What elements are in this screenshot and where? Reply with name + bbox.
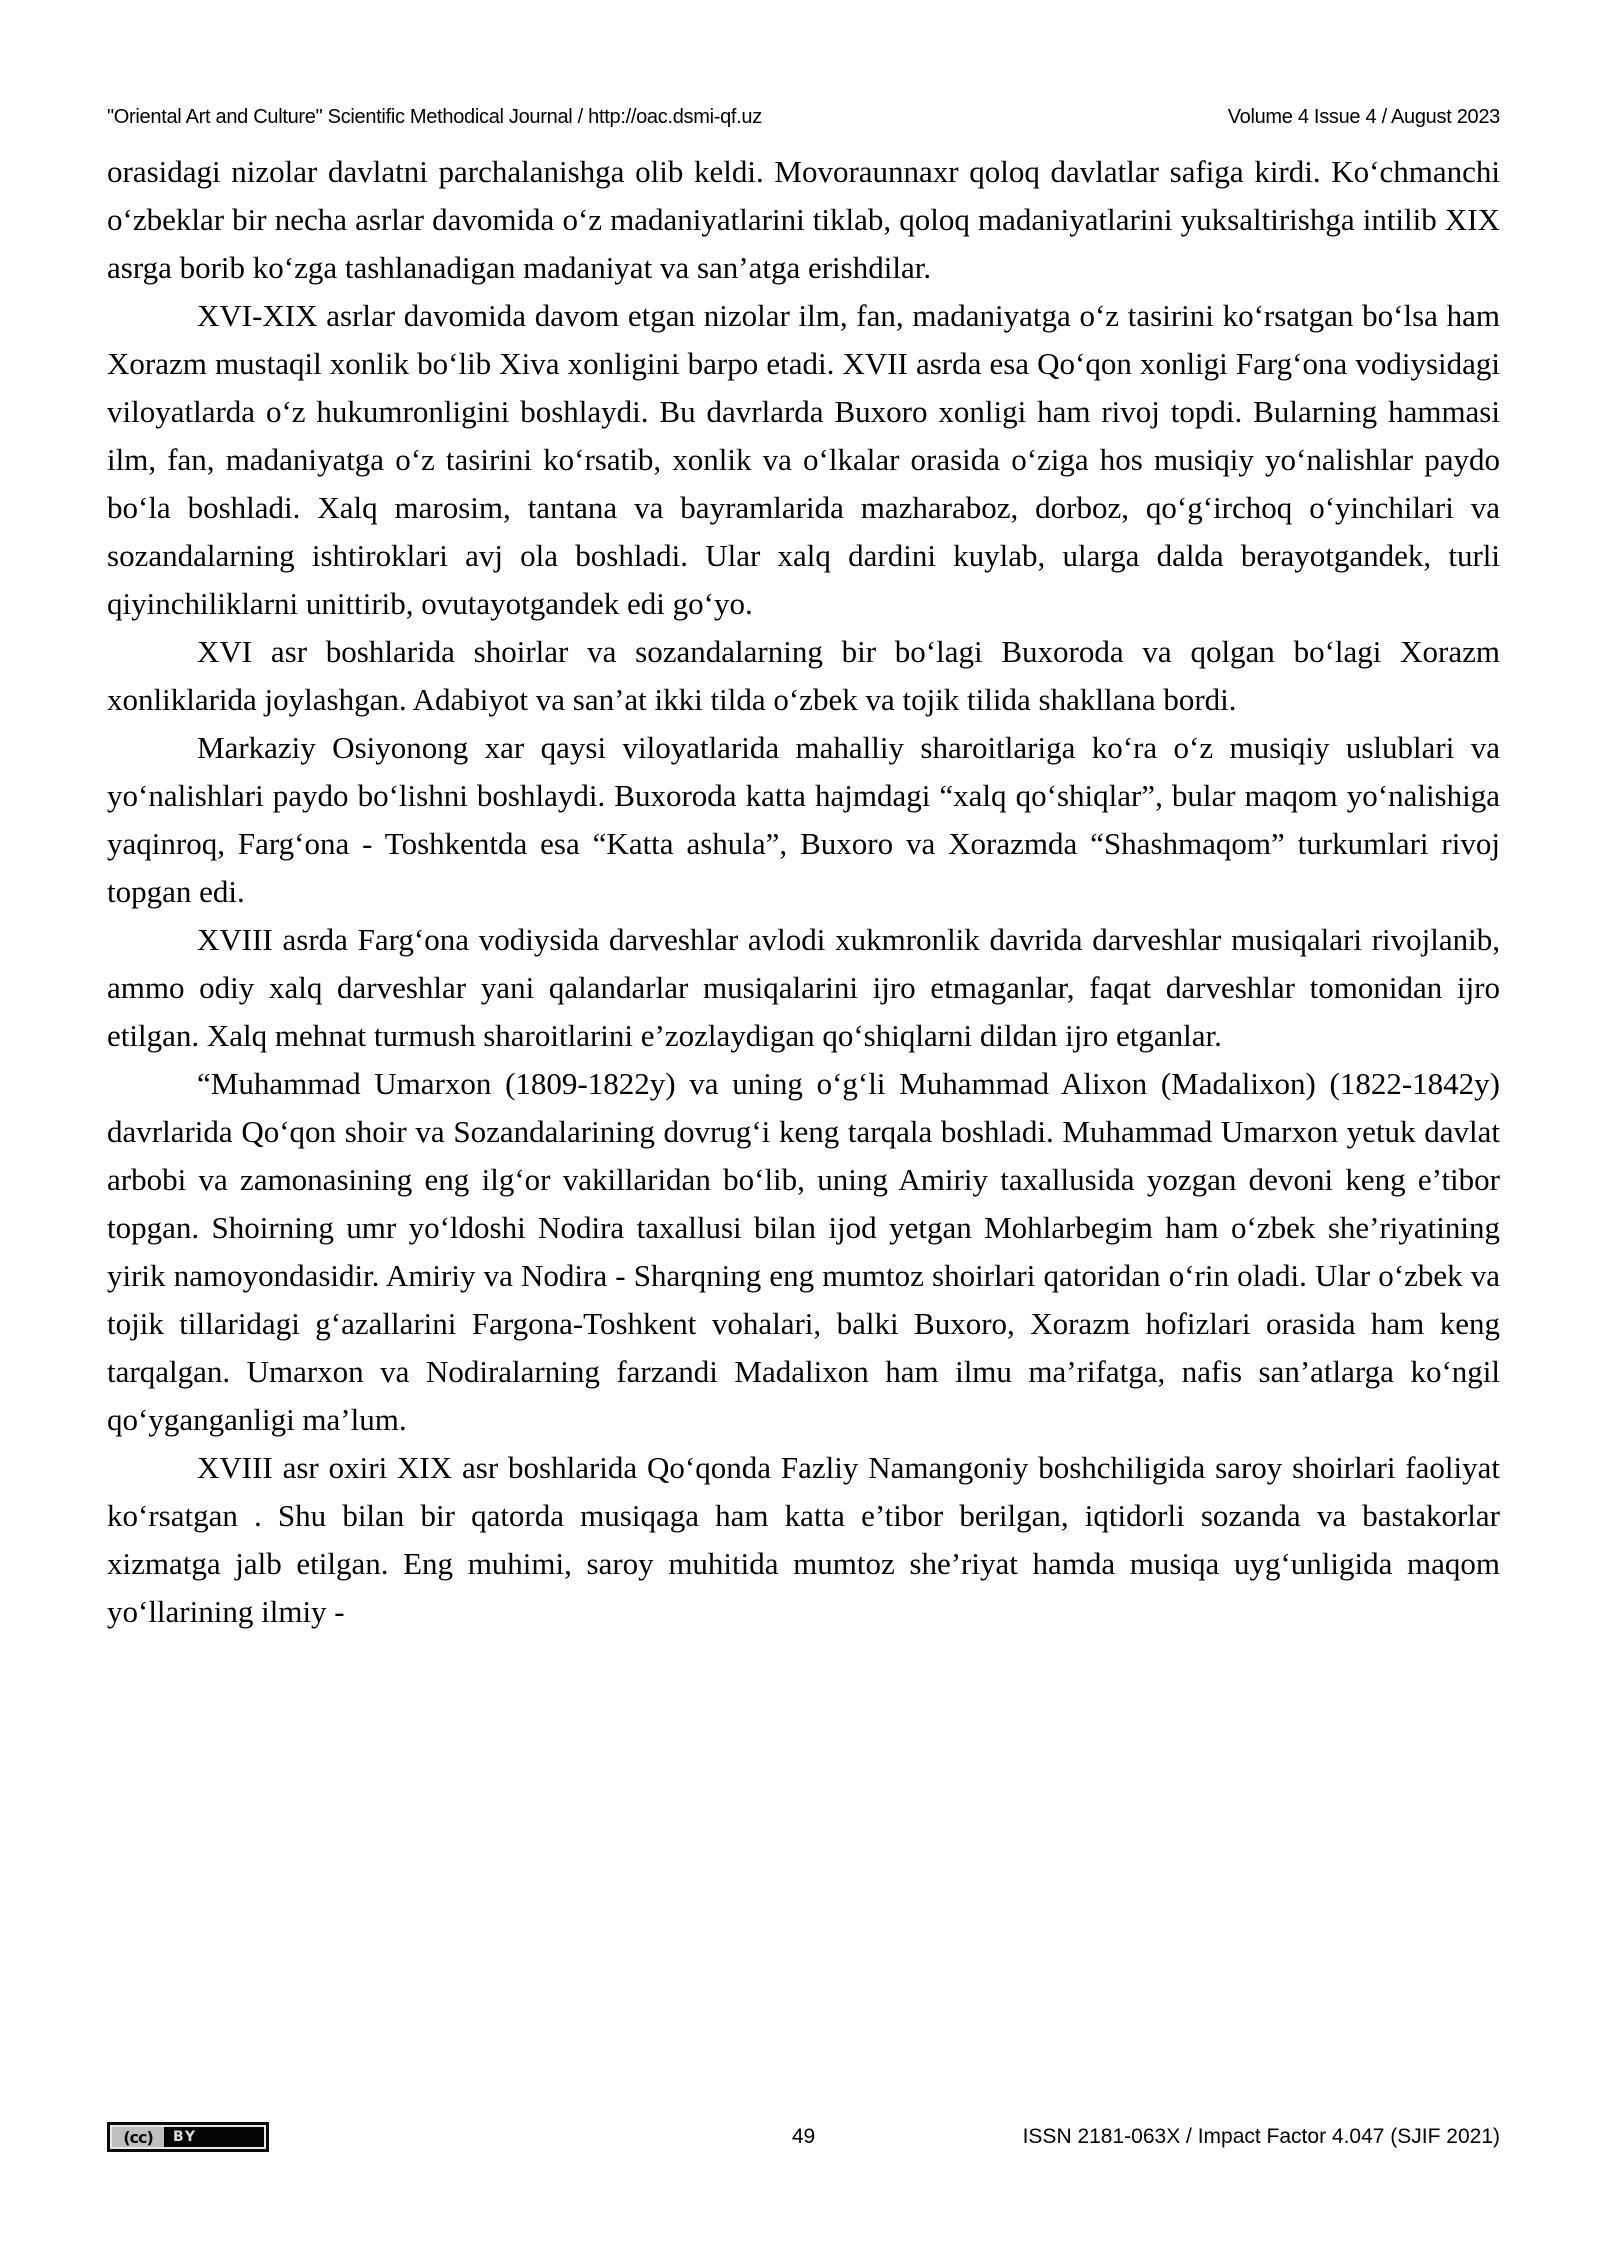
paragraph: XVI asr boshlarida shoirlar va sozandalarning bir bo‘lagi Buxoroda va qolgan bo‘lagi Xorazm xonliklarida joylashgan. Adabiyot va san’at ikki tilda o‘zbek va tojik tilida shakllana bordi.	[107, 634, 1500, 717]
paragraph: XVIII asr oxiri XIX asr boshlarida Qo‘qonda Fazliy Namangoniy boshchiligida saroy shoirlari faoliyat ko‘rsatgan . Shu bilan bir qatorda musiqaga ham katta e’tibor berilgan, iqtidorli sozanda va bastakorlar xizmatga jalb etilgan. Eng muhimi, saroy muhitida mumtoz she’riyat hamda musiqa uyg‘unligida maqom yo‘llarining ilmiy -	[107, 1450, 1500, 1629]
paragraph: Markaziy Osiyonong xar qaysi viloyatlarida mahalliy sharoitlariga ko‘ra o‘z musiqiy uslublari va yo‘nalishlari paydo bo‘lishni boshlaydi. Buxoroda katta hajmdagi “xalq qo‘shiqlar”, bular maqom yo‘nalishiga yaqinroq, Farg‘ona - Toshkentda esa “Katta ashula”, Buxoro va Xorazmda “Shashmaqom” turkumlari rivoj topgan edi.	[107, 730, 1500, 909]
paragraph: “Muhammad Umarxon (1809-1822y) va uning o‘g‘li Muhammad Alixon (Madalixon) (1822-1842y) davrlarida Qo‘qon shoir va Sozandalarining dovrug‘i keng tarqala boshladi. Muhammad Umarxon yetuk davlat arbobi va zamonasining eng ilg‘or vakillaridan bo‘lib, uning Amiriy taxallusida yozgan devoni keng e’tibor topgan. Shoirning umr yo‘ldoshi Nodira taxallusi bilan ijod yetgan Mohlarbegim ham o‘zbek she’riyatining yirik namoyondasidir. Amiriy va Nodira - Sharqning eng mumtoz shoirlari qatoridan o‘rin oladi. Ular o‘zbek va tojik tillaridagi g‘azallarini Fargona-Toshkent vohalari, balki Buxoro, Xorazm hofizlari orasida ham keng tarqalgan. Umarxon va Nodiralarning farzandi Madalixon ham ilmu ma’rifatga, nafis san’atlarga ko‘ngil qo‘yganganligi ma’lum.	[107, 1066, 1500, 1437]
page-footer	[107, 2122, 1500, 2152]
journal-title: "Oriental Art and Culture" Scientific Methodical Journal / http://oac.dsmi-qf.uz	[107, 106, 762, 128]
cc-by-badge	[107, 2122, 269, 2152]
footer-left	[107, 2122, 269, 2152]
page-number: 49	[791, 2125, 816, 2148]
issn-info: ISSN 2181-063X / Impact Factor 4.047 (SJIF 2021)	[1022, 2125, 1500, 2148]
issue-info: Volume 4 Issue 4 / August 2023	[1227, 106, 1500, 128]
paragraph: orasidagi nizolar davlatni parchalanishga olib keldi. Movoraunnaxr qoloq davlatlar safiga kirdi. Ko‘chmanchi o‘zbeklar bir necha asrlar davomida o‘z madaniyatlarini tiklab, qoloq madaniyatlarini yuksaltirishga intilib XIX asrga borib ko‘zga tashlanadigan madaniyat va san’atga erishdilar.	[107, 154, 1500, 285]
article-body	[107, 148, 1500, 1636]
page-header	[107, 106, 1500, 129]
cc-by-label: BY	[164, 2127, 264, 2147]
cc-icon: (cc)	[112, 2127, 164, 2147]
paragraph: XVIII asrda Farg‘ona vodiysida darveshlar avlodi xukmronlik davrida darveshlar musiqalari rivojlanib, ammo odiy xalq darveshlar yani qalandarlar musiqalarini ijro etmaganlar, faqat darveshlar tomonidan ijro etilgan. Xalq mehnat turmush sharoitlarini e’zozlaydigan qo‘shiqlarni dildan ijro etganlar.	[107, 922, 1500, 1053]
paragraph: XVI-XIX asrlar davomida davom etgan nizolar ilm, fan, madaniyatga o‘z tasirini ko‘rsatgan bo‘lsa ham Xorazm mustaqil xonlik bo‘lib Xiva xonligini barpo etadi. XVII asrda esa Qo‘qon xonligi Farg‘ona vodiysidagi viloyatlarda o‘z hukumronligini boshlaydi. Bu davrlarda Buxoro xonligi ham rivoj topdi. Bularning hammasi ilm, fan, madaniyatga o‘z tasirini ko‘rsatib, xonlik va o‘lkalar orasida o‘ziga hos musiqiy yo‘nalishlar paydo bo‘la boshladi. Xalq marosim, tantana va bayramlarida mazharaboz, dorboz, qo‘g‘irchoq o‘yinchilari va sozandalarning ishtiroklari avj ola boshladi. Ular xalq dardini kuylab, ularga dalda berayotgandek, turli qiyinchiliklarni unittirib, ovutayotgandek edi go‘yo.	[107, 298, 1500, 621]
